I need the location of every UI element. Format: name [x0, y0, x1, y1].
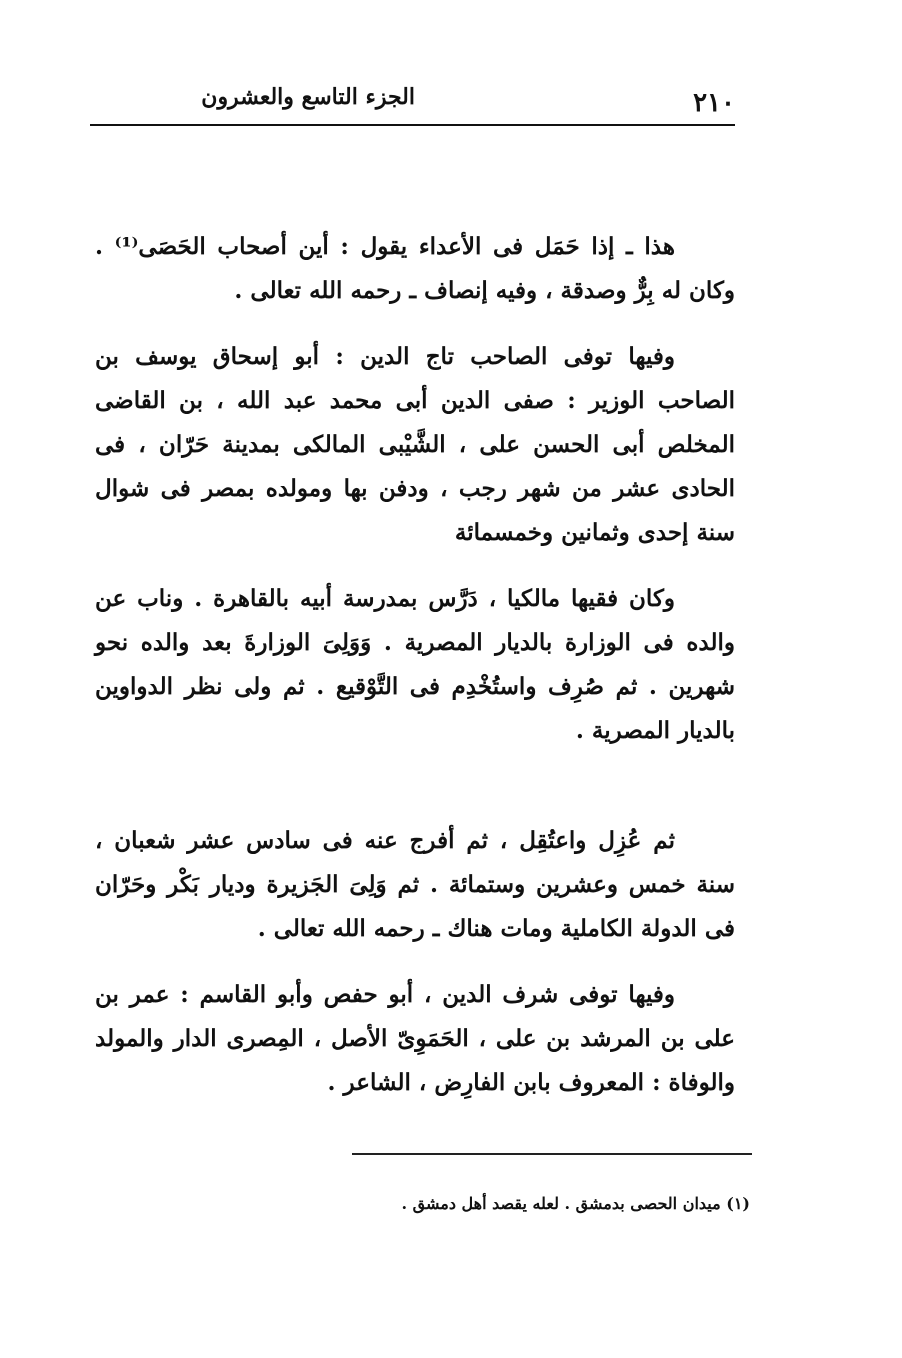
running-title: الجزء التاسع والعشرون — [201, 84, 415, 110]
page-number: ٢١٠ — [693, 88, 735, 118]
paragraph-1: هذا ـ إذا حَمَل فى الأعداء يقول : أين أصحاب الحَصَى⁽¹⁾ . وكان له بِرٌّ وصدقة ، وفيه إنصاف ـ رحمه الله تعالى . — [95, 233, 735, 304]
footnote-rule — [352, 1153, 752, 1155]
page-header — [90, 80, 735, 120]
paragraph-3: وكان فقيها مالكيا ، دَرَّس بمدرسة أبيه بالقاهرة . وناب عن والده فى الوزارة بالديار المصرية . وَوَلِىَ الوزارةَ بعد والده نحو شهرين . ثم صُرِف واستُخْدِم فى التَّوْقيع . ثم ولى نظر الدواوين بالديار المصرية . — [95, 585, 735, 744]
header-rule — [90, 124, 735, 126]
paragraph-2: وفيها توفى الصاحب تاج الدين : أبو إسحاق يوسف بن الصاحب الوزير : صفى الدين أبى محمد عبد الله ، بن القاضى المخلص أبى الحسن على ، الشَّيْبى المالكى بمدينة حَرّان ، فى الحادى عشر من شهر رجب ، ودفن بها ومولده بمصر فى شوال سنة إحدى وثمانين وخمسمائة — [95, 343, 735, 546]
paragraph-4: ثم عُزِل واعتُقِل ، ثم أفرج عنه فى سادس عشر شعبان ، سنة خمس وعشرين وستمائة . ثم وَلِىَ الجَزيرة وديار بَكْر وحَرّان فى الدولة الكاملية ومات هناك ـ رحمه الله تعالى . — [95, 827, 735, 942]
body-text — [95, 225, 735, 1127]
footnote: (١) ميدان الحصى بدمشق . لعله يقصد أهل دمشق . — [401, 1194, 750, 1213]
paragraph-5: وفيها توفى شرف الدين ، أبو حفص وأبو القاسم : عمر بن على بن المرشد بن على ، الحَمَوِىّ الأصل ، المِصرى الدار والمولد والوفاة : المعروف بابن الفارِض ، الشاعر . — [95, 981, 735, 1096]
